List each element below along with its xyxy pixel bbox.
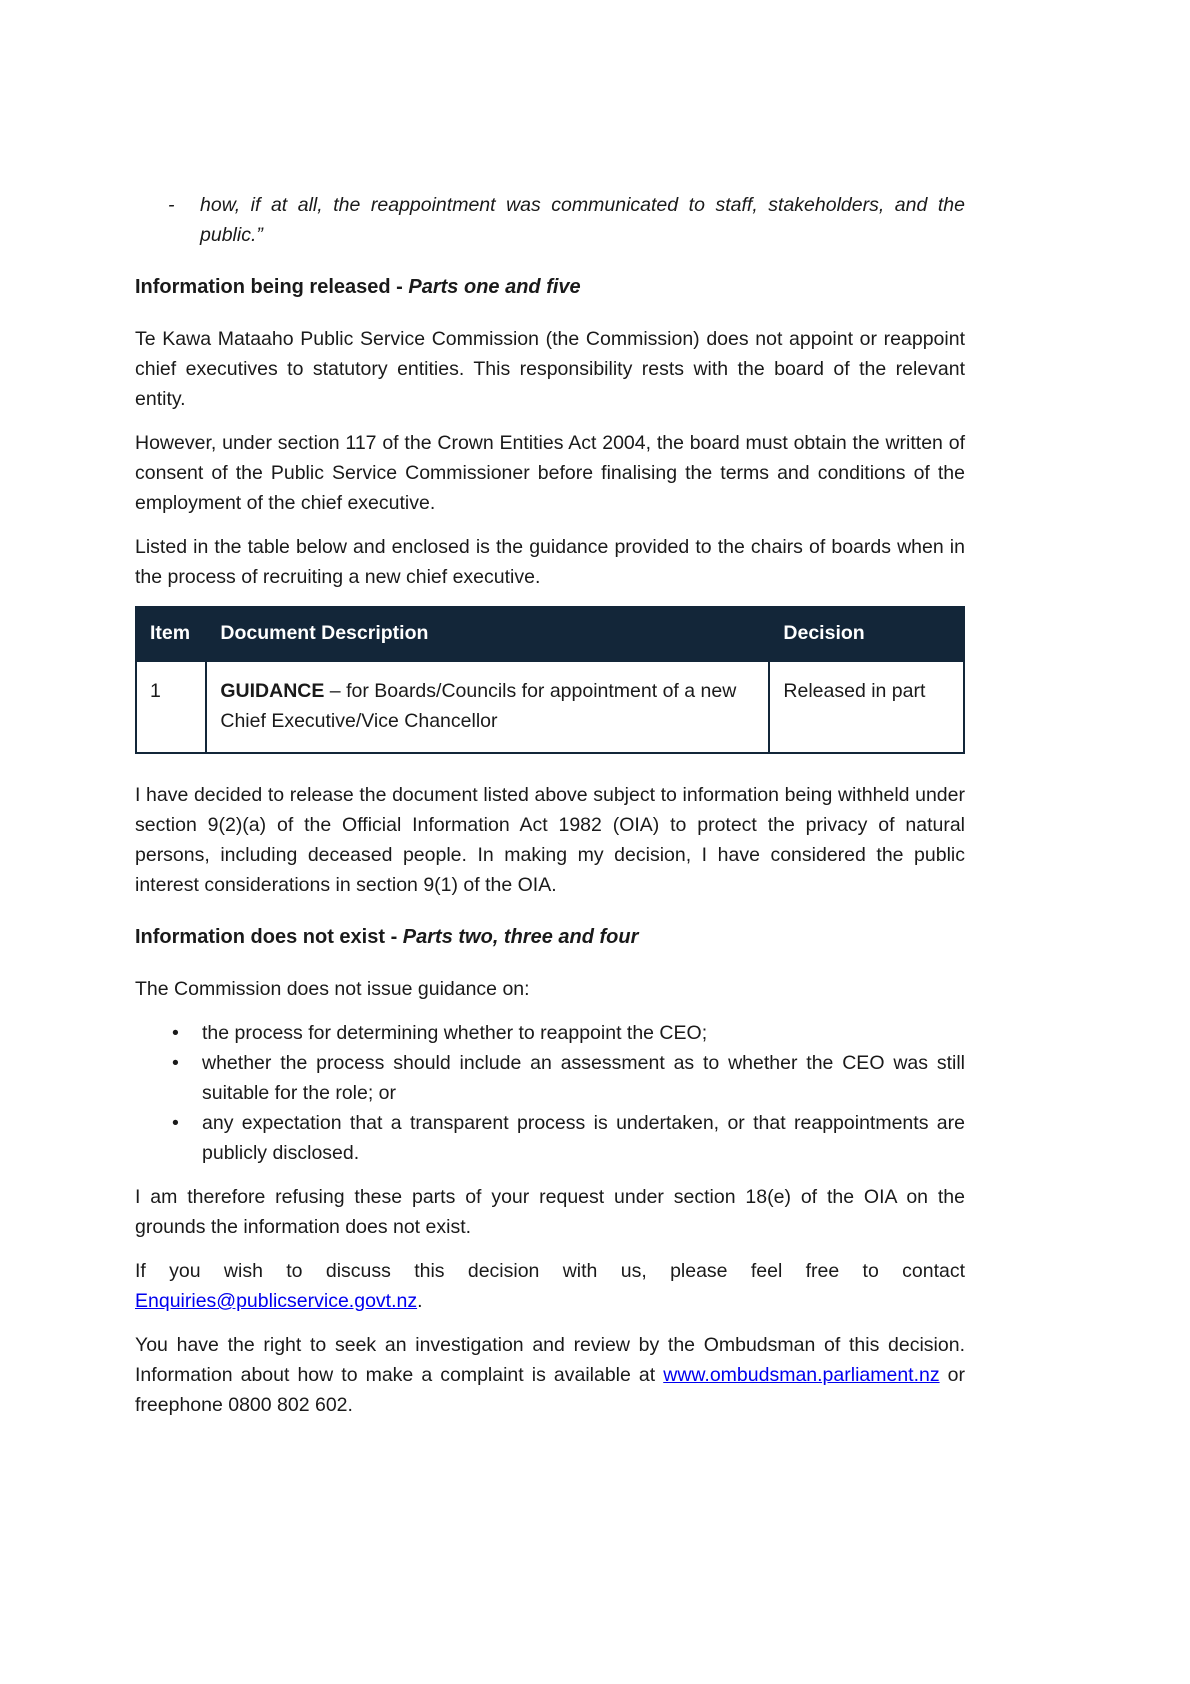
description-rest-text: – for Boards/Councils for appointment of a new Chief Executive/Vice Chancellor bbox=[220, 680, 737, 732]
paragraph-refusing: I am therefore refusing these parts of your request under section 18(e) of the OIA on the grounds the information does not exist. bbox=[135, 1186, 965, 1238]
document-content bbox=[135, 190, 965, 1434]
heading-parts-text: Parts one and five bbox=[408, 276, 581, 298]
table-row bbox=[136, 661, 964, 753]
paragraph-contact bbox=[135, 1256, 965, 1316]
heading-information-being-released bbox=[135, 272, 965, 302]
header-cell-description: Document Description bbox=[206, 607, 769, 661]
table-header-row bbox=[136, 607, 964, 661]
ombudsman-text-after: or freephone 0800 802 602. bbox=[135, 1364, 966, 1416]
ombudsman-url-link[interactable]: www.ombudsman.parliament.nz bbox=[663, 1364, 940, 1386]
bullet-icon: • bbox=[172, 1022, 179, 1044]
documents-table-header bbox=[136, 607, 964, 661]
bullet-text-assessment: whether the process should include an assessment as to whether the CEO was still suitable for the role; or bbox=[202, 1052, 965, 1104]
bullet-icon: • bbox=[172, 1052, 179, 1074]
quoted-request-item bbox=[135, 190, 965, 250]
heading-information-does-not-exist bbox=[135, 922, 965, 952]
paragraph-listed: Listed in the table below and enclosed is the guidance provided to the chairs of boards when in the process of recruiting a new chief executive. bbox=[135, 536, 965, 588]
dash-marker: - bbox=[168, 194, 175, 216]
ombudsman-text-before: You have the right to seek an investigation and review by the Ombudsman of this decision. Information about how to make a complaint is available at bbox=[135, 1334, 965, 1386]
list-item bbox=[135, 1108, 965, 1168]
heading-main-text: Information does not exist - bbox=[135, 926, 403, 948]
paragraph-decision: I have decided to release the document listed above subject to information being withheld under section 9(2)(a) of the Official Information Act 1982 (OIA) to protect the privacy of natural persons, including deceased people. In making my decision, I have considered the public interest considerations in section 9(1) of the OIA. bbox=[135, 784, 965, 896]
heading-main-text: Information being released - bbox=[135, 276, 409, 298]
paragraph-commission: Te Kawa Mataaho Public Service Commission (the Commission) does not appoint or reappoint chief executives to statutory entities. This responsibility rests with the board of the relevant entity. bbox=[135, 328, 965, 410]
header-cell-decision: Decision bbox=[769, 607, 964, 661]
guidance-bullet-list bbox=[135, 1018, 965, 1168]
cell-document-description bbox=[206, 661, 769, 753]
paragraph-guidance-intro: The Commission does not issue guidance on: bbox=[135, 978, 530, 1000]
contact-text-after: . bbox=[417, 1290, 423, 1312]
list-item bbox=[135, 1048, 965, 1108]
bullet-text-transparent-process: any expectation that a transparent process is undertaken, or that reappointments are publicly disclosed. bbox=[202, 1112, 965, 1164]
cell-item-number: 1 bbox=[136, 661, 206, 753]
description-bold-text: GUIDANCE bbox=[220, 680, 325, 702]
heading-parts-text: Parts two, three and four bbox=[402, 926, 639, 948]
header-cell-item: Item bbox=[136, 607, 206, 661]
quoted-request-text: how, if at all, the reappointment was communicated to staff, stakeholders, and the public.” bbox=[200, 194, 965, 246]
paragraph-ombudsman bbox=[135, 1330, 965, 1420]
cell-decision: Released in part bbox=[769, 661, 964, 753]
bullet-text-reappoint-process: the process for determining whether to reappoint the CEO; bbox=[202, 1022, 708, 1044]
paragraph-however: However, under section 117 of the Crown Entities Act 2004, the board must obtain the written of consent of the Public Service Commissioner before finalising the terms and conditions of the employment of the chief executive. bbox=[135, 432, 965, 514]
documents-table bbox=[135, 606, 965, 754]
enquiries-email-link[interactable]: Enquiries@publicservice.govt.nz bbox=[135, 1290, 418, 1312]
contact-text-before: If you wish to discuss this decision with us, please feel free to contact bbox=[135, 1260, 965, 1282]
list-item bbox=[135, 1018, 965, 1048]
bullet-icon: • bbox=[172, 1112, 179, 1134]
